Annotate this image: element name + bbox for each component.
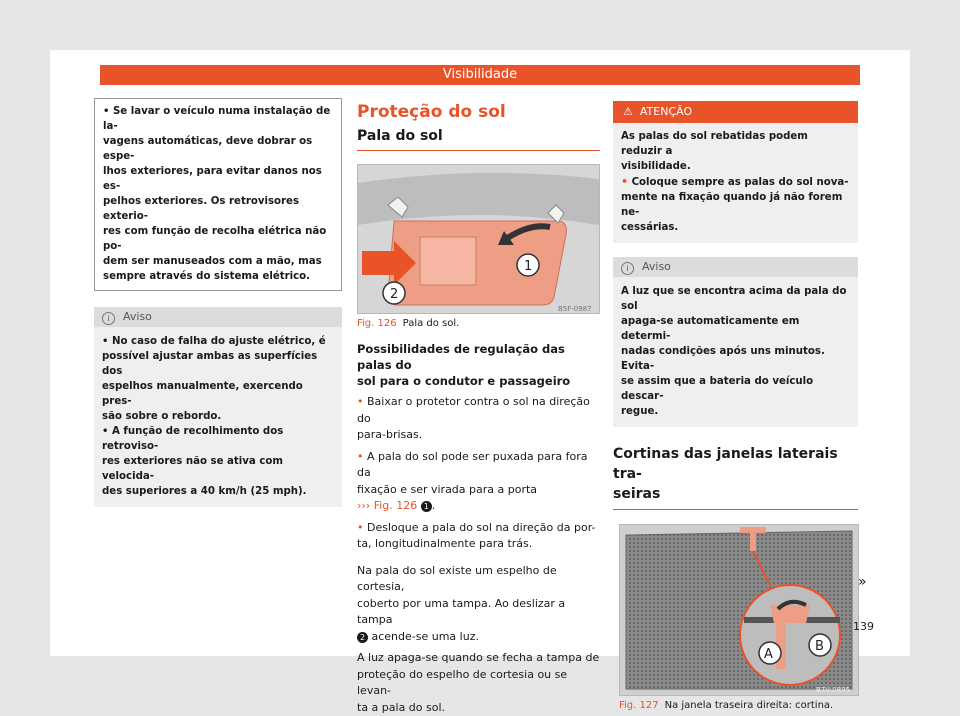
figure-number: Fig. 126	[357, 318, 397, 329]
note-text: res exteriores não se ativa com velocida-	[102, 454, 334, 484]
title-line: seiras	[613, 484, 858, 504]
box-text: sempre através do sistema elétrico.	[103, 269, 333, 284]
info-note-header	[94, 307, 342, 327]
figure-window-curtain	[619, 524, 859, 696]
info-note	[94, 307, 342, 507]
box-text: lhos exteriores, para evitar danos nos es-	[103, 164, 333, 194]
figure-code: B5F-0987	[558, 305, 592, 313]
text: para-brisas.	[357, 427, 600, 444]
text: ta, longitudinalmente para trás.	[357, 536, 600, 553]
title-line: Cortinas das janelas laterais tra-	[613, 444, 858, 484]
text: A pala do sol pode ser puxada para fora da	[357, 450, 588, 480]
note-text: No caso de falha do ajuste elétrico, é	[112, 336, 326, 347]
text: A luz apaga-se quando se fecha a tampa de	[357, 650, 600, 667]
box-text: res com função de recolha elétrica não po-	[103, 224, 333, 254]
note-line	[102, 424, 334, 454]
callout-2: 2	[390, 287, 398, 302]
text: Desloque a pala do sol na direção da por-	[367, 521, 595, 534]
note-text: A função de recolhimento dos retroviso-	[102, 426, 283, 452]
warning-body	[613, 123, 858, 243]
sun-visor-illustration	[358, 165, 599, 313]
box-text: Se lavar o veículo numa instalação de la-	[103, 106, 330, 132]
box-line	[103, 104, 333, 134]
paragraph-light	[357, 650, 600, 716]
bullet-dot: •	[103, 106, 109, 117]
paragraph-mirror	[357, 563, 600, 646]
text-line	[621, 174, 850, 190]
bullet-dot: •	[102, 336, 108, 347]
column-right	[613, 101, 858, 711]
warning-triangle-icon: ⚠	[623, 101, 633, 123]
note-text: espelhos manualmente, exercendo pres-	[102, 379, 334, 409]
figure-code: B7V-0895	[816, 686, 850, 694]
figure-caption	[357, 318, 600, 329]
info-note	[613, 257, 858, 427]
box-text: pelhos exteriores. Os retrovisores exterio-	[103, 194, 333, 224]
note-text: são sobre o rebordo.	[102, 409, 334, 424]
text: fixação e ser virada para a porta	[357, 482, 600, 499]
bullet-dot: •	[357, 521, 364, 534]
warning-box	[613, 101, 858, 243]
text: proteção do espelho de cortesia ou se levan-	[357, 667, 600, 700]
page-header: Visibilidade	[100, 65, 860, 85]
info-icon: i	[621, 262, 634, 275]
car-wash-note	[94, 98, 342, 291]
warning-header	[613, 101, 858, 123]
section-title-curtains	[613, 444, 858, 510]
page-number: 139	[853, 620, 874, 633]
column-left	[94, 98, 342, 507]
text: Coloque sempre as palas do sol nova-	[632, 177, 849, 188]
info-note-title: Aviso	[123, 310, 152, 323]
text-line: ››› Fig. 126 1 .	[357, 498, 600, 515]
info-note-body	[613, 277, 858, 427]
text: mente na fixação quando já não forem ne-	[621, 190, 850, 220]
info-note-header	[613, 257, 858, 277]
figure-caption-text: Na janela traseira direita: cortina.	[665, 700, 834, 711]
bullet-dot: •	[357, 450, 364, 463]
text: apaga-se automaticamente em determi-	[621, 314, 850, 344]
figure-caption	[619, 700, 858, 711]
text: regue.	[621, 404, 850, 419]
text: visibilidade.	[621, 159, 850, 174]
text: nadas condições após uns minutos. Evita-	[621, 344, 850, 374]
bullet-dot: •	[102, 426, 108, 437]
adjustment-heading	[357, 341, 600, 389]
text: Na pala do sol existe um espelho de cortesia,	[357, 563, 600, 596]
text-line	[357, 629, 600, 646]
text: coberto por uma tampa. Ao deslizar a tampa	[357, 596, 600, 629]
note-text: possível ajustar ambas as superfícies dos	[102, 349, 334, 379]
section-title: Proteção do sol	[357, 102, 600, 122]
figure-sun-visor	[357, 164, 600, 314]
warning-title: ATENÇÃO	[640, 105, 692, 118]
subsection-title: Pala do sol	[357, 128, 600, 151]
callout-1: 1	[524, 259, 532, 274]
note-line	[102, 334, 334, 349]
callout-ref-1: 1	[421, 501, 432, 512]
text-line	[357, 449, 600, 482]
bullet-dot: •	[621, 175, 628, 188]
curtain-illustration	[620, 525, 858, 695]
info-note-body	[94, 327, 342, 507]
note-text: des superiores a 40 km/h (25 mph).	[102, 484, 334, 499]
column-middle	[357, 98, 600, 716]
figure-caption-text: Pala do sol.	[403, 318, 460, 329]
text: cessárias.	[621, 220, 850, 235]
text: Baixar o protetor contra o sol na direção do	[357, 395, 590, 425]
text: As palas do sol rebatidas podem reduzir a	[621, 129, 850, 159]
box-text: dem ser manuseados com a mão, mas	[103, 254, 333, 269]
bullet-dot: •	[357, 395, 364, 408]
continue-mark: »	[858, 574, 867, 590]
text-line	[357, 520, 600, 537]
text: acende-se uma luz.	[372, 630, 479, 643]
text-line	[357, 394, 600, 427]
bullet-item	[357, 394, 600, 444]
figure-number: Fig. 127	[619, 700, 659, 711]
text: ta a pala do sol.	[357, 700, 600, 716]
bullet-item	[357, 449, 600, 515]
figure-link[interactable]: ››› Fig. 126	[357, 499, 417, 512]
bullet-item	[357, 520, 600, 553]
heading-line: Possibilidades de regulação das palas do	[357, 341, 600, 373]
text: se assim que a bateria do veículo descar-	[621, 374, 850, 404]
heading-line: sol para o condutor e passageiro	[357, 373, 600, 389]
info-note-title: Aviso	[642, 260, 671, 273]
text: A luz que se encontra acima da pala do sol	[621, 284, 850, 314]
info-icon: i	[102, 312, 115, 325]
callout-b: B	[815, 639, 824, 654]
callout-a: A	[764, 647, 773, 662]
callout-ref-2: 2	[357, 632, 368, 643]
box-text: vagens automáticas, deve dobrar os espe-	[103, 134, 333, 164]
